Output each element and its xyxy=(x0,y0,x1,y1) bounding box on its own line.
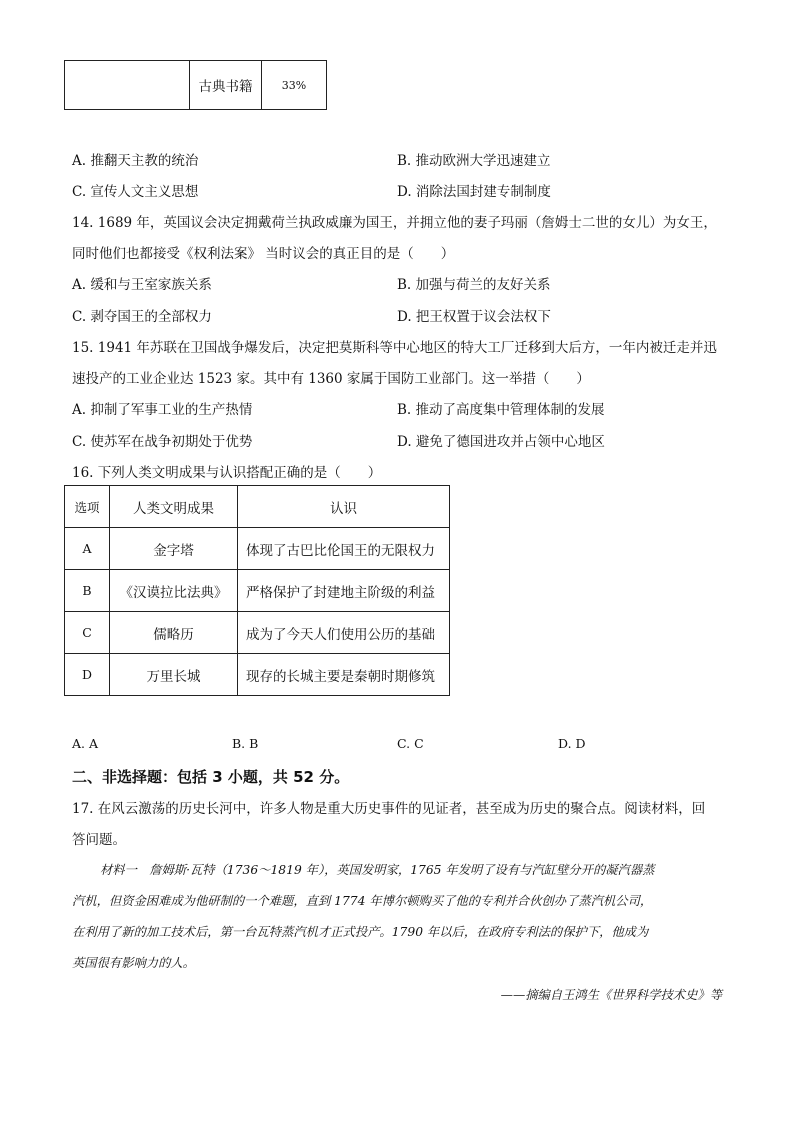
q13-option-c: C. 宣传人文主义思想 xyxy=(72,184,199,200)
section-heading: 二、非选择题：包括 3 小题，共 52 分。 xyxy=(72,768,350,786)
q16-stem: 16. 下列人类文明成果与认识搭配正确的是（ ） xyxy=(72,465,382,481)
q17-stem-line2: 答问题。 xyxy=(72,832,126,848)
q14-option-c: C. 剥夺国王的全部权力 xyxy=(72,309,212,325)
q17-material-line3: 在利用了新的加工技术后，第一台瓦特蒸汽机才正式投产。1790 年以后，在政府专利法的保护下，他成为 xyxy=(72,925,649,939)
q14-option-a: A. 缓和与王室家族关系 xyxy=(72,277,212,293)
q14-stem-line1: 14. 1689 年，英国议会决定拥戴荷兰执政威廉为国王，并拥立他的妻子玛丽（詹姆士二世的女儿）为女王， xyxy=(72,215,717,231)
q16-option-b: B. B xyxy=(232,736,259,751)
q16-header-understanding: 认识 xyxy=(238,486,450,528)
q13-option-d: D. 消除法国封建专制制度 xyxy=(397,184,551,200)
q15-option-d: D. 避免了德国进攻并占领中心地区 xyxy=(397,434,605,450)
table-row xyxy=(65,654,450,696)
q16-table xyxy=(64,485,450,696)
q14-stem-line2: 同时他们也都接受《权利法案》 当时议会的真正目的是（ ） xyxy=(72,246,455,262)
q17-stem-line1: 17. 在风云激荡的历史长河中，许多人物是重大历史事件的见证者，甚至成为历史的聚合点。阅读材料，回 xyxy=(72,801,706,817)
top-table-cell: 33% xyxy=(262,61,327,110)
q15-stem-line2: 速投产的工业企业达 1523 家。其中有 1360 家属于国防工业部门。这一举措（ ） xyxy=(72,371,590,387)
q17-material-line4: 英国很有影响力的人。 xyxy=(72,956,195,970)
q15-option-a: A. 抑制了军事工业的生产热情 xyxy=(72,402,253,418)
q15-option-c: C. 使苏军在战争初期处于优势 xyxy=(72,434,253,450)
table-row xyxy=(65,612,450,654)
q14-option-b: B. 加强与荷兰的友好关系 xyxy=(397,277,551,293)
q16-option-c: C. C xyxy=(397,736,424,751)
table-row xyxy=(65,570,450,612)
q17-material-line1: 材料一 詹姆斯·瓦特（1736～1819 年），英国发明家，1765 年发明了设有与汽缸壁分开的凝汽器蒸 xyxy=(100,863,655,877)
q16-option-a: A. A xyxy=(72,736,99,751)
q17-source: ——摘编自王鸿生《世界科学技术史》等 xyxy=(500,988,722,1002)
q16-header-achievement: 人类文明成果 xyxy=(110,486,238,528)
q16-cell-achievement: 《汉谟拉比法典》 xyxy=(110,570,238,612)
q16-cell-option: B xyxy=(65,570,110,612)
q16-cell-understanding: 严格保护了封建地主阶级的利益 xyxy=(238,570,450,612)
q16-header-option: 选项 xyxy=(65,486,110,528)
q14-option-d: D. 把王权置于议会法权下 xyxy=(397,309,551,325)
q16-option-d: D. D xyxy=(558,736,586,751)
q13-option-a: A. 推翻天主教的统治 xyxy=(72,153,199,169)
q16-cell-achievement: 金字塔 xyxy=(110,528,238,570)
q16-cell-understanding: 成为了今天人们使用公历的基础 xyxy=(238,612,450,654)
q16-cell-understanding: 现存的长城主要是秦朝时期修筑 xyxy=(238,654,450,696)
q16-cell-achievement: 万里长城 xyxy=(110,654,238,696)
top-table xyxy=(64,60,327,110)
q16-cell-option: A xyxy=(65,528,110,570)
q16-cell-achievement: 儒略历 xyxy=(110,612,238,654)
q16-cell-option: D xyxy=(65,654,110,696)
top-table-empty-cell xyxy=(65,61,190,110)
q17-material-line2: 汽机，但资金困难成为他研制的一个难题，直到 1774 年博尔顿购买了他的专利并合伙创办了蒸汽机公司， xyxy=(72,894,653,908)
q16-cell-option: C xyxy=(65,612,110,654)
q13-option-b: B. 推动欧洲大学迅速建立 xyxy=(397,153,551,169)
q15-stem-line1: 15. 1941 年苏联在卫国战争爆发后，决定把莫斯科等中心地区的特大工厂迁移到大后方，一年内被迁走并迅 xyxy=(72,340,717,356)
table-row xyxy=(65,528,450,570)
q15-option-b: B. 推动了高度集中管理体制的发展 xyxy=(397,402,605,418)
top-table-cell: 古典书籍 xyxy=(190,61,262,110)
q16-cell-understanding: 体现了古巴比伦国王的无限权力 xyxy=(238,528,450,570)
